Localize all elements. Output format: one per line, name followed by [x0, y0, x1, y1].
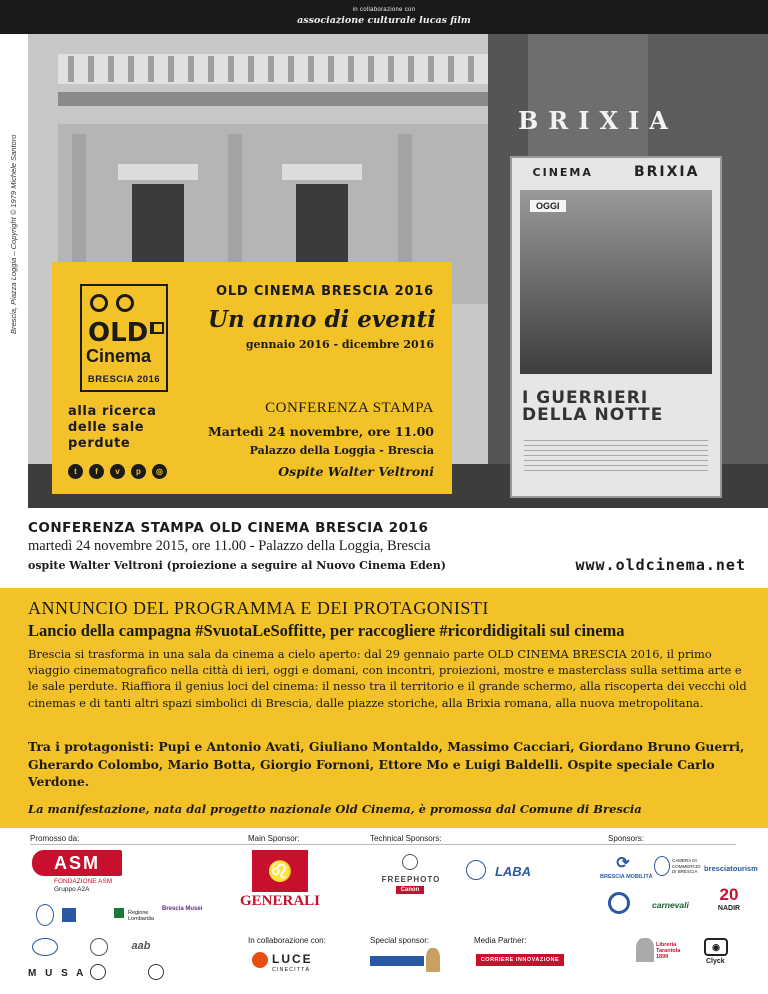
poster-header: [512, 158, 720, 186]
poster-image: [520, 190, 712, 374]
poster-title-line2: DELLA NOTTE: [522, 405, 664, 425]
luce-subtitle: CINECITTÀ: [272, 967, 311, 973]
bookshop-icon: [636, 938, 654, 962]
photo-credit: [0, 34, 28, 508]
asm-group: Gruppo A2A: [54, 886, 90, 893]
special-sponsor-label: Special sponsor:: [370, 936, 430, 945]
poster-header-right: BRIXIA: [633, 164, 700, 180]
lion-statue-icon: [426, 948, 440, 972]
canon-logo: Canon: [396, 886, 424, 894]
sponsor-divider: [30, 844, 736, 845]
hero-info-box: [52, 262, 452, 494]
logo-old-text: OLD: [88, 318, 149, 348]
collab-small-label: in collaborazione con: [352, 7, 416, 13]
brescia-mobilita-icon: ⟳: [616, 855, 630, 872]
regione-label: Regione Lombardia: [128, 910, 154, 922]
sponsors-section: [0, 828, 768, 994]
social-links: [68, 464, 167, 479]
poster-title-line1: I GUERRIERI: [522, 388, 649, 408]
brixia-facade-sign: BRIXIA: [518, 106, 678, 135]
special-sponsor-banner: [370, 956, 424, 966]
collaboration-strip: [0, 0, 768, 34]
hero-date-time: Martedì 24 novembre, ore 11.00: [207, 424, 434, 439]
laba-logo: LABA: [494, 863, 532, 879]
chamber-commerce-label: CAMERA DI COMMERCIO DI BRESCIA: [672, 858, 701, 874]
conference-section: [0, 508, 768, 588]
technical-sponsors-label: Technical Sponsors:: [370, 834, 442, 843]
luce-logo: LUCE: [272, 952, 313, 966]
poster-oggi-label: OGGI: [530, 200, 566, 212]
city-crest-icon: [36, 904, 54, 926]
collab-name: associazione culturale lucas film: [297, 15, 471, 26]
poster-movie-title: [522, 390, 663, 424]
facebook-icon[interactable]: f: [89, 464, 104, 479]
politecnico-seal: [148, 964, 164, 980]
bresciatourism-logo: bresciatourism: [704, 864, 758, 873]
logo-cinema-text: Cinema: [86, 346, 152, 366]
hero-tagline: [68, 404, 156, 452]
poster-header-left: CINEMA: [532, 165, 593, 179]
camera-shutter-icon: [402, 854, 418, 870]
conference-guest: ospite Walter Veltroni (proiezione a seguire al Nuovo Cinema Eden): [28, 559, 446, 572]
sponsors-label: Sponsors:: [608, 834, 645, 843]
brescia-mobilita-label: BRESCIA MOBILITÀ: [600, 874, 653, 880]
website-link[interactable]: www.oldcinema.net: [575, 556, 746, 574]
chamber-commerce-seal: [654, 856, 670, 876]
generali-logo: GENERALI: [239, 892, 321, 909]
seal-icon: [90, 938, 108, 956]
movie-poster: [510, 156, 722, 498]
hero-place: Palazzo della Loggia - Brescia: [249, 444, 434, 457]
camera-icon: [150, 322, 164, 334]
carnevali-logo: carnevali: [652, 900, 689, 910]
promoted-label: Promosso da:: [30, 834, 80, 843]
nadir-logo: NADIR: [717, 904, 741, 912]
regione-icon: [114, 908, 124, 918]
ministry-icon: [62, 908, 76, 922]
round-sponsor-icon: [608, 892, 630, 914]
asm-logo: ASM: [32, 850, 122, 876]
laba-seal-icon: [466, 860, 486, 880]
hero-conference-label: CONFERENZA STAMPA: [265, 400, 434, 416]
programme-protagonists: Tra i protagonisti: Pupi e Antonio Avati, Giuliano Montaldo, Massimo Cacciari, Giordano Bruno Guerri, Gherardo Colombo, Mario Botta, Giorgio Fornoni, Ettore Mo e Luigi Baldelli. Ospite speciale Carlo Verdone.: [28, 739, 745, 789]
nadir-number: 20: [719, 885, 739, 904]
clyck-camera-icon: ◉: [704, 938, 728, 956]
asm-foundation: FONDAZIONE ASM: [54, 878, 113, 885]
programme-body: Brescia si trasforma in una sala da cinema a cielo aperto: dal 29 gennaio parte OLD CINEMA BRESCIA 2016, il primo viaggio cinematografico nella città di ieri, oggi e domani, con incontri, proiezioni, mostre e masterclass sulla settima arte e le sale perdute. Riaffiora il genius loci del cinema: il nesso tra il territorio e il grande schermo, alla riscoperta dei vecchi old cinemas e di tanti altri spazi simbolici di Brescia, dalle piazze storiche, alla Brixia romana, alla nuova metropolitana.: [28, 647, 747, 710]
programme-heading: ANNUNCIO DEL PROGRAMMA E DEI PROTAGONISTI: [28, 598, 489, 618]
conference-title: CONFERENZA STAMPA OLD CINEMA BRESCIA 2016: [28, 520, 429, 536]
programme-note: La manifestazione, nata dal progetto nazionale Old Cinema, è promossa dal Comune di Brescia: [28, 802, 642, 816]
main-sponsor-label: Main Sponsor:: [248, 834, 300, 843]
clyck-logo: Clyck: [706, 958, 725, 965]
tagline-line: alla ricerca: [68, 404, 157, 419]
round-logo-icon: [32, 938, 58, 956]
crest-icon: [90, 964, 106, 980]
poster-fine-print: [524, 440, 708, 472]
hero-guest: Ospite Walter Veltroni: [278, 464, 434, 479]
pinterest-icon[interactable]: p: [131, 464, 146, 479]
film-reel-icon: [90, 294, 108, 312]
conference-details: martedì 24 novembre 2015, ore 11.00 - Palazzo della Loggia, Brescia: [28, 538, 431, 554]
logo-year-text: BRESCIA 2016: [87, 374, 161, 385]
aab-logo: aab: [131, 940, 151, 952]
collab-label: In collaborazione con:: [248, 936, 326, 945]
musa-logo: M U S A: [28, 968, 87, 979]
vimeo-icon[interactable]: v: [110, 464, 125, 479]
media-partner-label: Media Partner:: [474, 936, 527, 945]
luce-icon: [252, 952, 268, 968]
lion-icon: ♌: [252, 850, 308, 892]
film-reel-icon: [116, 294, 134, 312]
tagline-line: perdute: [68, 436, 131, 451]
programme-section: [0, 588, 768, 828]
corriere-innovazione-logo: CORRIERE INNOVAZIONE: [476, 954, 564, 966]
hero-dates: gennaio 2016 - dicembre 2016: [245, 338, 434, 351]
instagram-icon[interactable]: ◎: [152, 464, 167, 479]
freephoto-logo: FREEPHOTO: [381, 874, 441, 884]
twitter-icon[interactable]: t: [68, 464, 83, 479]
tagline-line: delle sale: [68, 420, 145, 435]
programme-subheading: Lancio della campagna #SvuotaLeSoffitte, per raccogliere #ricordidigitali sul cinema: [28, 621, 625, 640]
photo-credit-text: Brescia, Piazza Loggia – Copyright © 1979 Michele Santoro: [9, 134, 18, 334]
hero-title: OLD CINEMA BRESCIA 2016: [215, 284, 434, 299]
old-cinema-logo: [80, 284, 168, 392]
hero-script-title: Un anno di eventi: [207, 306, 436, 333]
libreria-label: Libreria Tarantola 1899: [656, 942, 681, 960]
brescia-musei-label: Brescia Musei: [162, 906, 203, 912]
